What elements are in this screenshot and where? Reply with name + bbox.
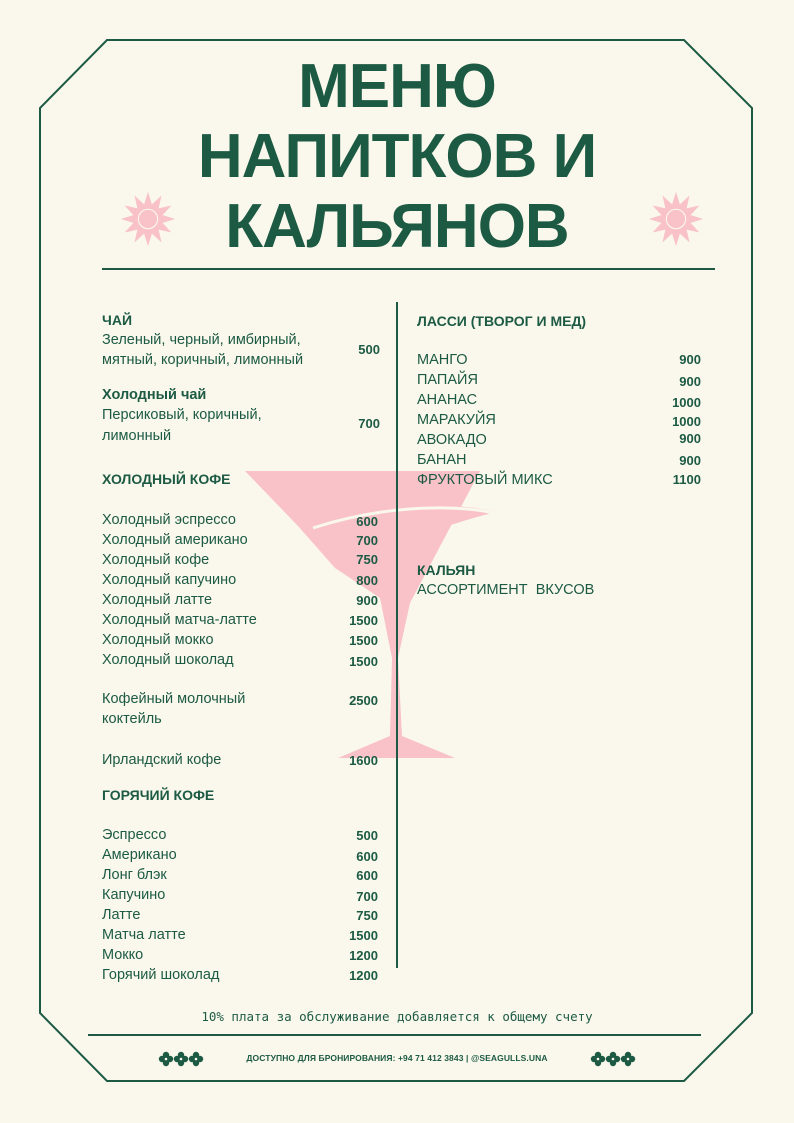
tea-description-line-2: мятный, коричный, лимонный	[102, 352, 304, 368]
menu-item-price: 1500	[349, 654, 378, 669]
menu-item: Холодный мокко	[102, 632, 214, 648]
menu-item-price: 750	[356, 552, 378, 567]
menu-item: Холодный американо	[102, 532, 248, 548]
column-divider	[396, 302, 398, 968]
menu-item: Холодный латте	[102, 592, 213, 608]
menu-item-price: 700	[356, 889, 378, 904]
menu-item-price: 900	[679, 352, 701, 367]
menu-item-price: 1000	[672, 395, 701, 410]
flower-cluster-icon	[590, 1050, 636, 1068]
menu-item: Холодный кофе	[102, 552, 210, 568]
menu-item-price: 600	[356, 868, 378, 883]
title-line-2: НАПИТКОВ И	[197, 122, 597, 191]
menu-item: Холодный капучино	[102, 572, 237, 588]
title-divider	[102, 268, 715, 270]
coffee-shake-price: 2500	[349, 693, 378, 708]
menu-item: Американо	[102, 847, 177, 863]
menu-item: МАРАКУЙЯ	[417, 412, 496, 428]
sun-icon	[647, 190, 705, 248]
section-heading-tea: ЧАЙ	[102, 312, 133, 328]
irish-coffee-price: 1600	[349, 753, 378, 768]
menu-item: ФРУКТОВЫЙ МИКС	[417, 472, 553, 488]
title-line-1: МЕНЮ	[298, 52, 496, 121]
menu-item: ПАПАЙЯ	[417, 372, 478, 388]
menu-item: АВОКАДО	[417, 432, 487, 448]
menu-item-price: 900	[356, 593, 378, 608]
menu-item-price: 900	[679, 453, 701, 468]
menu-item: БАНАН	[417, 452, 467, 468]
menu-item: Латте	[102, 907, 141, 923]
cold-tea-price: 700	[358, 416, 380, 431]
menu-item: Горячий шоколад	[102, 967, 220, 983]
menu-item: Холодный матча-латте	[102, 612, 257, 628]
menu-item: Мокко	[102, 947, 144, 963]
cold-tea-description-line-1: Персиковый, коричный,	[102, 407, 262, 423]
menu-item: Эспрессо	[102, 827, 167, 843]
menu-item: АНАНАС	[417, 392, 478, 408]
coffee-shake-name-line-1: Кофейный молочный	[102, 691, 246, 707]
hookah-description: АССОРТИМЕНТ ВКУСОВ	[417, 582, 595, 598]
menu-item: Лонг блэк	[102, 867, 167, 883]
booking-contact: ДОСТУПНО ДЛЯ БРОНИРОВАНИЯ: +94 71 412 3843 | @SEAGULLS.UNA	[246, 1053, 548, 1063]
menu-item-price: 800	[356, 573, 378, 588]
menu-item-price: 1200	[349, 948, 378, 963]
menu-item-price: 750	[356, 908, 378, 923]
menu-item: МАНГО	[417, 352, 468, 368]
menu-item-price: 900	[679, 431, 701, 446]
menu-item-price: 1100	[672, 472, 701, 487]
service-charge-note: 10% плата за обслуживание добавляется к общему счету	[201, 1009, 593, 1024]
menu-item-price: 1500	[349, 613, 378, 628]
tea-price: 500	[358, 342, 380, 357]
sun-icon	[119, 190, 177, 248]
section-heading-hookah: КАЛЬЯН	[417, 562, 476, 578]
menu-item: Холодный шоколад	[102, 652, 234, 668]
menu-item-price: 600	[356, 514, 378, 529]
menu-item-price: 600	[356, 849, 378, 864]
title-line-3: КАЛЬЯНОВ	[225, 192, 569, 261]
menu-item-price: 900	[679, 374, 701, 389]
menu-item-price: 1500	[349, 928, 378, 943]
menu-item: Холодный эспрессо	[102, 512, 236, 528]
section-heading-lassi: ЛАССИ (ТВОРОГ И МЕД)	[417, 313, 587, 329]
menu-item-price: 700	[356, 533, 378, 548]
menu-item-price: 1500	[349, 633, 378, 648]
section-heading-hot-coffee: ГОРЯЧИЙ КОФЕ	[102, 787, 215, 803]
tea-description-line-1: Зеленый, черный, имбирный,	[102, 332, 301, 348]
section-heading-cold-coffee: ХОЛОДНЫЙ КОФЕ	[102, 471, 231, 487]
footer-divider	[88, 1034, 701, 1036]
menu-item-price: 1000	[672, 414, 701, 429]
cold-tea-description-line-2: лимонный	[102, 428, 172, 444]
section-heading-cold-tea: Холодный чай	[102, 387, 207, 403]
menu-item: Капучино	[102, 887, 166, 903]
menu-item: Матча латте	[102, 927, 186, 943]
menu-item-price: 1200	[349, 968, 378, 983]
irish-coffee-name: Ирландский кофе	[102, 752, 222, 768]
menu-item-price: 500	[356, 828, 378, 843]
coffee-shake-name-line-2: коктейль	[102, 711, 162, 727]
